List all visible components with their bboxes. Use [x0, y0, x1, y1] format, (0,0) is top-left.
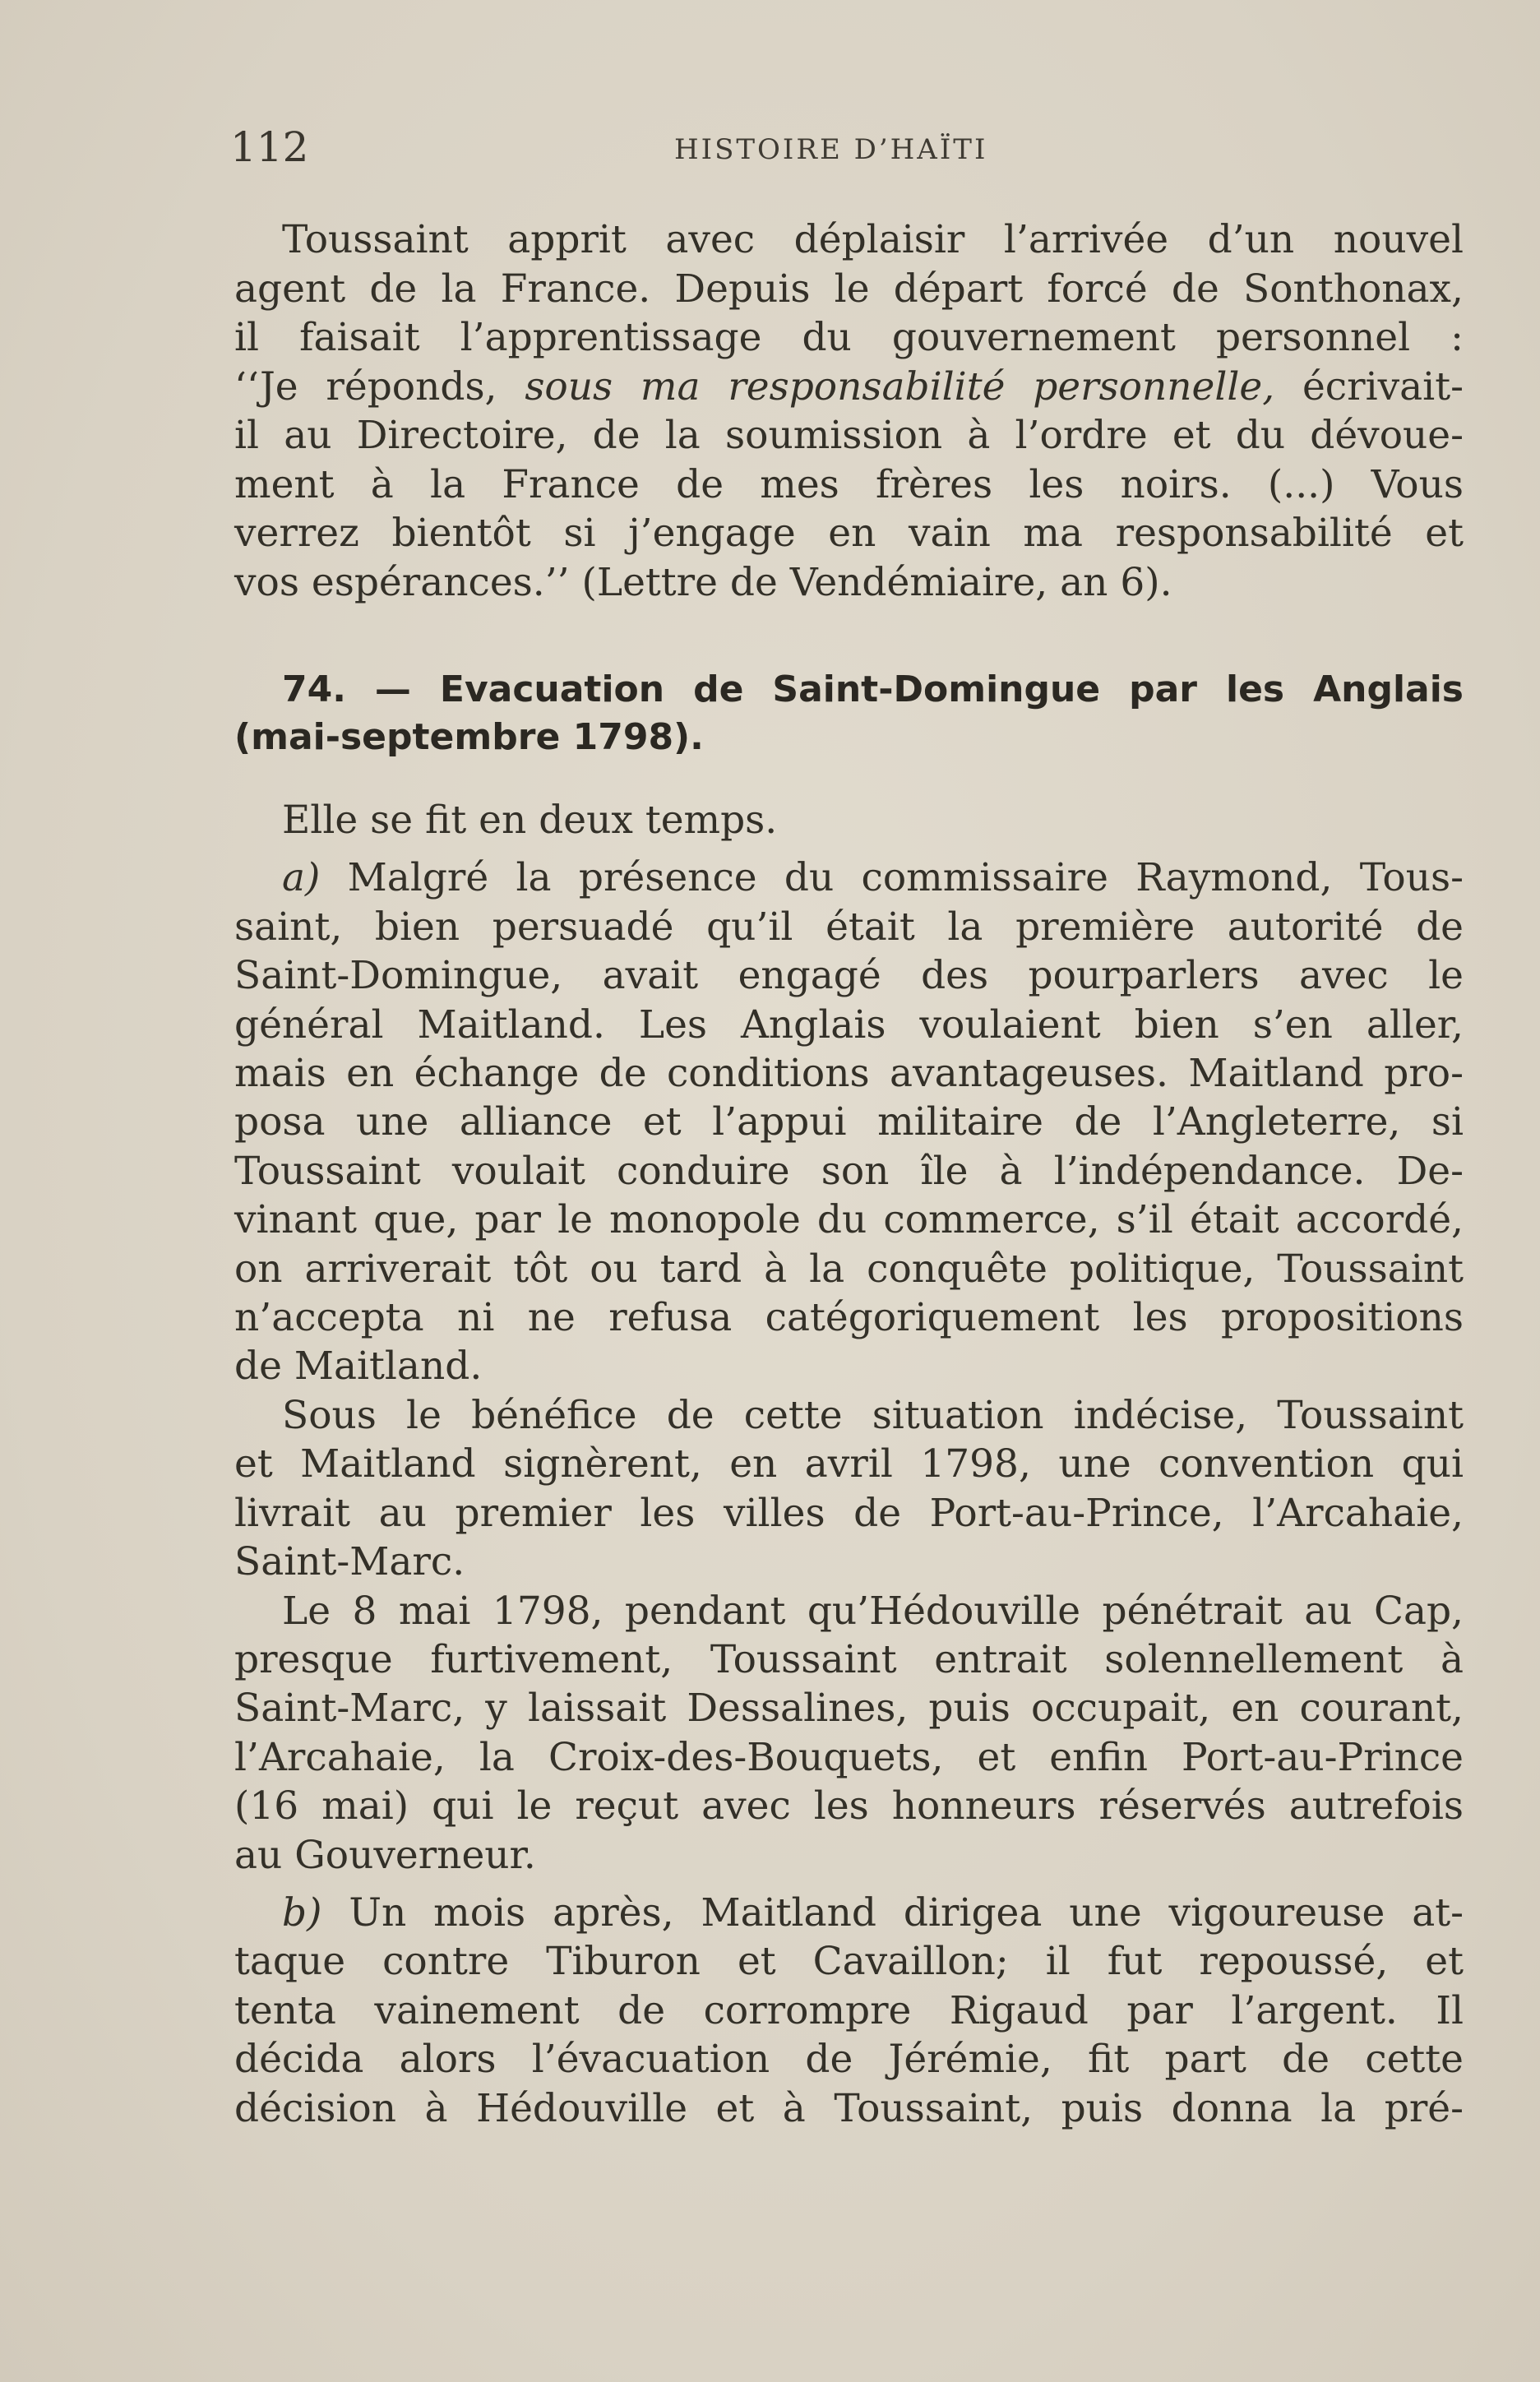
- text-line: (16 mai) qui le reçut avec les honneurs réservés autrefois: [234, 1783, 1464, 1829]
- text-line: il faisait l’apprentissage du gouvernement personnel :: [234, 315, 1464, 360]
- text-segment: Un mois après, Maitland dirigea une vigoureuse at-: [349, 1889, 1464, 1936]
- text-line: tenta vainement de corrompre Rigaud par l’argent. Il: [234, 1987, 1464, 2033]
- text-line: Toussaint apprit avec déplaisir l’arrivée d’un nouvel: [282, 217, 1464, 262]
- page-number: 112: [230, 123, 309, 171]
- text-line: mais en échange de conditions avantageuses. Maitland pro-: [234, 1051, 1464, 1097]
- text-line: Saint-Marc, y laissait Dessalines, puis occupait, en courant,: [234, 1686, 1464, 1732]
- text-line: Toussaint voulait conduire son île à l’indépendance. De-: [234, 1148, 1464, 1194]
- text-line: on arriverait tôt ou tard à la conquête politique, Toussaint: [234, 1246, 1464, 1292]
- text-line: vinant que, par le monopole du commerce, s’il était accordé,: [234, 1197, 1464, 1243]
- text-line: décida alors l’évacuation de Jérémie, fit part de cette: [234, 2037, 1464, 2083]
- running-title: HISTOIRE D’HAÏTI: [674, 133, 988, 166]
- text-segment: Malgré la présence du commissaire Raymond, Tous-: [347, 855, 1464, 901]
- text-line: Saint-Marc.: [234, 1539, 465, 1585]
- text-line: Sous le bénéfice de cette situation indécise, Toussaint: [282, 1392, 1464, 1438]
- section-heading: [234, 666, 1464, 761]
- emphasis-text: sous ma responsabilité personnelle,: [525, 363, 1275, 409]
- quote-verb: écrivait-: [1302, 363, 1464, 409]
- spacer: [234, 844, 1464, 853]
- text-line: Saint-Domingue, avait engagé des pourparlers avec le: [234, 953, 1464, 999]
- page-header: [230, 123, 1464, 173]
- text-line: [234, 853, 1464, 902]
- text-line: décision à Hédouville et à Toussaint, puis donna la pré-: [234, 2085, 1464, 2131]
- text-line: verrez bientôt si j’engage en vain ma responsabilité et: [234, 511, 1464, 556]
- text-line: Le 8 mai 1798, pendant qu’Hédouville pénétrait au Cap,: [282, 1588, 1464, 1634]
- list-marker-a: a): [282, 855, 321, 901]
- text-line: agent de la France. Depuis le départ forcé de Sonthonax,: [234, 266, 1464, 312]
- text-line: taque contre Tiburon et Cavaillon; il fut repoussé, et: [234, 1939, 1464, 1985]
- text-line: livrait au premier les villes de Port-au-Prince, l’Arcahaie,: [234, 1490, 1464, 1536]
- paragraph-toussaint-agent: [234, 215, 1464, 607]
- text-line: vos espérances.’’ (Lettre de Vendémiaire, an 6).: [234, 559, 1172, 605]
- quote-start: ‘‘Je réponds,: [234, 363, 497, 409]
- text-line-quote: [234, 363, 1464, 412]
- text-line: de Maitland.: [234, 1344, 483, 1390]
- text-line: ment à la France de mes frères les noirs. (...) Vous: [234, 461, 1464, 507]
- text-line: il au Directoire, de la soumission à l’ordre et du dévoue-: [234, 413, 1464, 458]
- text-line: saint, bien persuadé qu’il était la première autorité de: [234, 904, 1464, 950]
- text-line: presque furtivement, Toussaint entrait solennellement à: [234, 1636, 1464, 1682]
- section-body: [234, 796, 1464, 2133]
- list-marker-b: b): [282, 1889, 322, 1936]
- text-line: n’accepta ni ne refusa catégoriquement les propositions: [234, 1295, 1464, 1341]
- text-line: et Maitland signèrent, en avril 1798, une convention qui: [234, 1441, 1464, 1487]
- heading-line: (mai-septembre 1798).: [234, 716, 704, 758]
- paragraph-intro: Elle se fit en deux temps.: [282, 798, 778, 843]
- spacer: [234, 1880, 1464, 1889]
- text-line: au Gouverneur.: [234, 1832, 536, 1878]
- text-line: l’Arcahaie, la Croix-des-Bouquets, et enfin Port-au-Prince: [234, 1734, 1464, 1780]
- text-line: posa une alliance et l’appui militaire de l’Angleterre, si: [234, 1099, 1464, 1145]
- heading-line: 74. — Evacuation de Saint-Domingue par les Anglais: [282, 668, 1464, 710]
- text-line: général Maitland. Les Anglais voulaient bien s’en aller,: [234, 1001, 1464, 1048]
- text-line: [234, 1889, 1464, 1937]
